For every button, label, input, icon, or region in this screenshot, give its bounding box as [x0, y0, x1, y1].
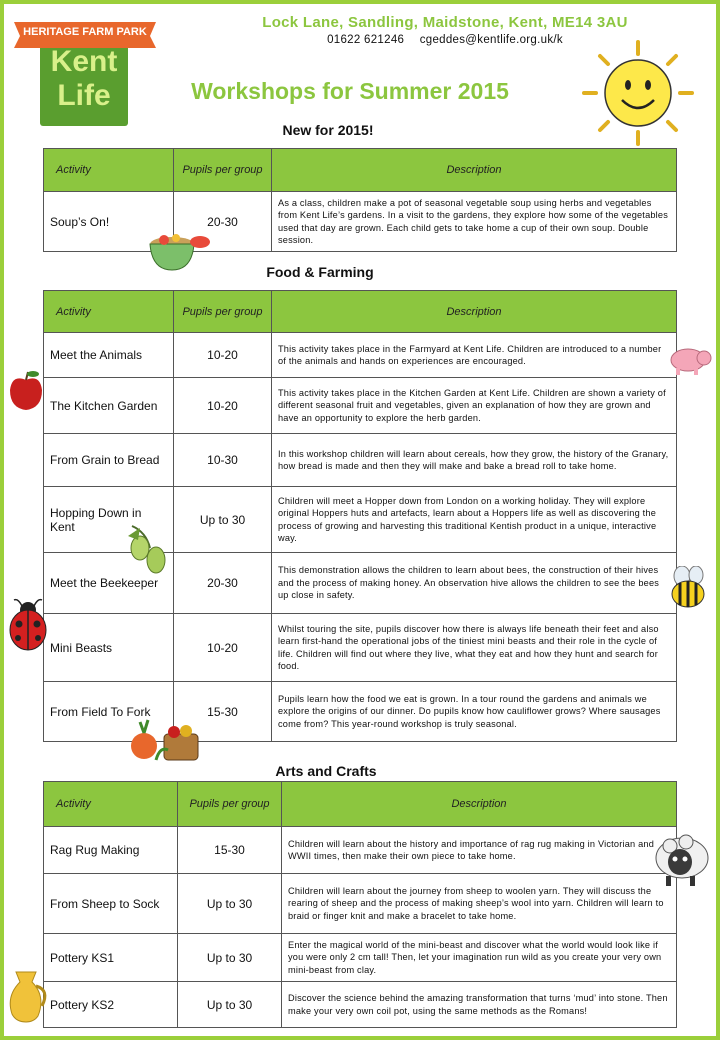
activity-name: Rag Rug Making — [44, 827, 178, 874]
activity-name: From Grain to Bread — [44, 434, 174, 487]
activity-description: Children will learn about the history and importance of rag rug making in Victorian and WWII times, then make their own piece to take home. — [282, 827, 677, 874]
table-row — [44, 874, 677, 934]
phone-number: 01622 621246 — [327, 34, 405, 46]
activity-name: Meet the Beekeeper — [44, 553, 174, 614]
vegetables-basket-icon — [126, 716, 202, 764]
col-header-description: Description — [272, 291, 677, 333]
kent-life-logo — [10, 14, 160, 129]
col-header-pupils: Pupils per group — [174, 291, 272, 333]
pig-icon — [668, 342, 712, 378]
pupils-per-group: 10-20 — [174, 614, 272, 682]
apple-icon — [6, 370, 46, 412]
table-new-2015 — [43, 148, 677, 252]
jug-icon — [6, 966, 50, 1024]
pupils-per-group: 15-30 — [178, 827, 282, 874]
hops-icon — [126, 522, 170, 578]
pupils-per-group: 20-30 — [174, 553, 272, 614]
activity-name: Meet the Animals — [44, 333, 174, 378]
activity-description: This activity takes place in the Farmyard at Kent Life. Children are introduced to a number of the animals and hands on experiences are encouraged. — [272, 333, 677, 378]
pupils-per-group: 10-20 — [174, 333, 272, 378]
col-header-pupils: Pupils per group — [174, 149, 272, 192]
activity-description: Enter the magical world of the mini-beast and discover what the world would look like if you were only 2 cm tall! Then, let your imagination run wild as you create your very own mini-beast from clay. — [282, 934, 677, 982]
page-title: Workshops for Summer 2015 — [191, 78, 509, 104]
activity-name: Soup’s On! — [44, 192, 174, 252]
table-row — [44, 827, 677, 874]
activity-description: As a class, children make a pot of seasonal vegetable soup using herbs and vegetables from Kent Life’s gardens. In a visit to the gardens, they explore how some of the vegetables used that day are grown. Each child gets to take home a cup of their own soup. Double session. — [272, 192, 677, 252]
table-row — [44, 982, 677, 1028]
activity-description: Pupils learn how the food we eat is grown. In a tour round the gardens and animals we explore the origins of our dinner. Do pupils know how cauliflower grows? Where sausages come from? This year-round workshop is truly seasonal. — [272, 682, 677, 742]
col-header-activity: Activity — [44, 782, 178, 827]
table-row — [44, 333, 677, 378]
pupils-per-group: 10-20 — [174, 378, 272, 434]
sun-icon — [578, 38, 698, 148]
activity-name: The Kitchen Garden — [44, 378, 174, 434]
ladybird-icon — [6, 596, 50, 652]
activity-description: This demonstration allows the children to learn about bees, the construction of their hives and the process of making honey. An observation hive allows the children to see the bees up close in safety. — [272, 553, 677, 614]
col-header-pupils: Pupils per group — [178, 782, 282, 827]
activity-description: Children will learn about the journey from sheep to woolen yarn. They will discuss the rearing of sheep and the process of making sheep’s wool into yarn. Children will learn to braid or finger knit and make a bracelet to take home. — [282, 874, 677, 934]
address: Lock Lane, Sandling, Maidstone, Kent, ME14 3AU — [262, 14, 628, 31]
table-row — [44, 614, 677, 682]
activity-description: In this workshop children will learn about cereals, how they grow, the history of the Granary, how bread is made and then they will make and bake a bread roll to take home. — [272, 434, 677, 487]
section-title-new: New for 2015! — [282, 122, 374, 138]
activity-description: This activity takes place in the Kitchen Garden at Kent Life. Children are shown a variety of different seasonal fruit and vegetables, given an explanation of how they are grown and have an opportunity to explore the herb garden. — [272, 378, 677, 434]
activity-name: Mini Beasts — [44, 614, 174, 682]
pupils-per-group: 20-30 — [174, 192, 272, 252]
pupils-per-group: Up to 30 — [178, 934, 282, 982]
activity-name: From Field To Fork — [44, 682, 174, 742]
section-title-food-farming: Food & Farming — [266, 264, 374, 280]
activity-name: From Sheep to Sock — [44, 874, 178, 934]
activity-description: Discover the science behind the amazing transformation that turns ‘mud’ into stone. Then make your very own coil pot, using the same methods as the Romans! — [282, 982, 677, 1028]
table-arts-crafts — [43, 781, 677, 1028]
activity-name: Pottery KS2 — [44, 982, 178, 1028]
activity-name: Hopping Down in Kent — [44, 487, 174, 553]
activity-description: Whilst touring the site, pupils discover how there is always life beneath their feet and also learn first-hand the operational jobs of the tiniest mini beasts and their role in the cycle of life. Children will find out where they live, what they eat and how they hunt and search for food. — [272, 614, 677, 682]
table-row — [44, 934, 677, 982]
sheep-icon — [652, 832, 710, 888]
bee-icon — [666, 566, 712, 612]
table-row — [44, 434, 677, 487]
col-header-activity: Activity — [44, 149, 174, 192]
pupils-per-group: 10-30 — [174, 434, 272, 487]
pupils-per-group: Up to 30 — [174, 487, 272, 553]
email-address[interactable]: cgeddes@kentlife.org.uk/k — [419, 34, 563, 46]
logo-banner-text: HERITAGE FARM PARK — [23, 26, 147, 38]
section-title-arts-crafts: Arts and Crafts — [275, 763, 377, 779]
table-food-farming — [43, 290, 677, 742]
table-row — [44, 378, 677, 434]
col-header-description: Description — [282, 782, 677, 827]
activity-name: Pottery KS1 — [44, 934, 178, 982]
pupils-per-group: 15-30 — [174, 682, 272, 742]
logo-kent-text: Kent — [50, 45, 118, 78]
pupils-per-group: Up to 30 — [178, 982, 282, 1028]
pupils-per-group: Up to 30 — [178, 874, 282, 934]
col-header-activity: Activity — [44, 291, 174, 333]
logo-life-text: Life — [57, 79, 111, 112]
col-header-description: Description — [272, 149, 677, 192]
activity-description: Children will meet a Hopper down from London on a working holiday. They will explore original Hoppers huts and artefacts, learn about a Hoppers life as well as discovering the process of growing and harvesting this traditional Kentish product in a unique, interactive way. — [272, 487, 677, 553]
table-row — [44, 192, 677, 252]
